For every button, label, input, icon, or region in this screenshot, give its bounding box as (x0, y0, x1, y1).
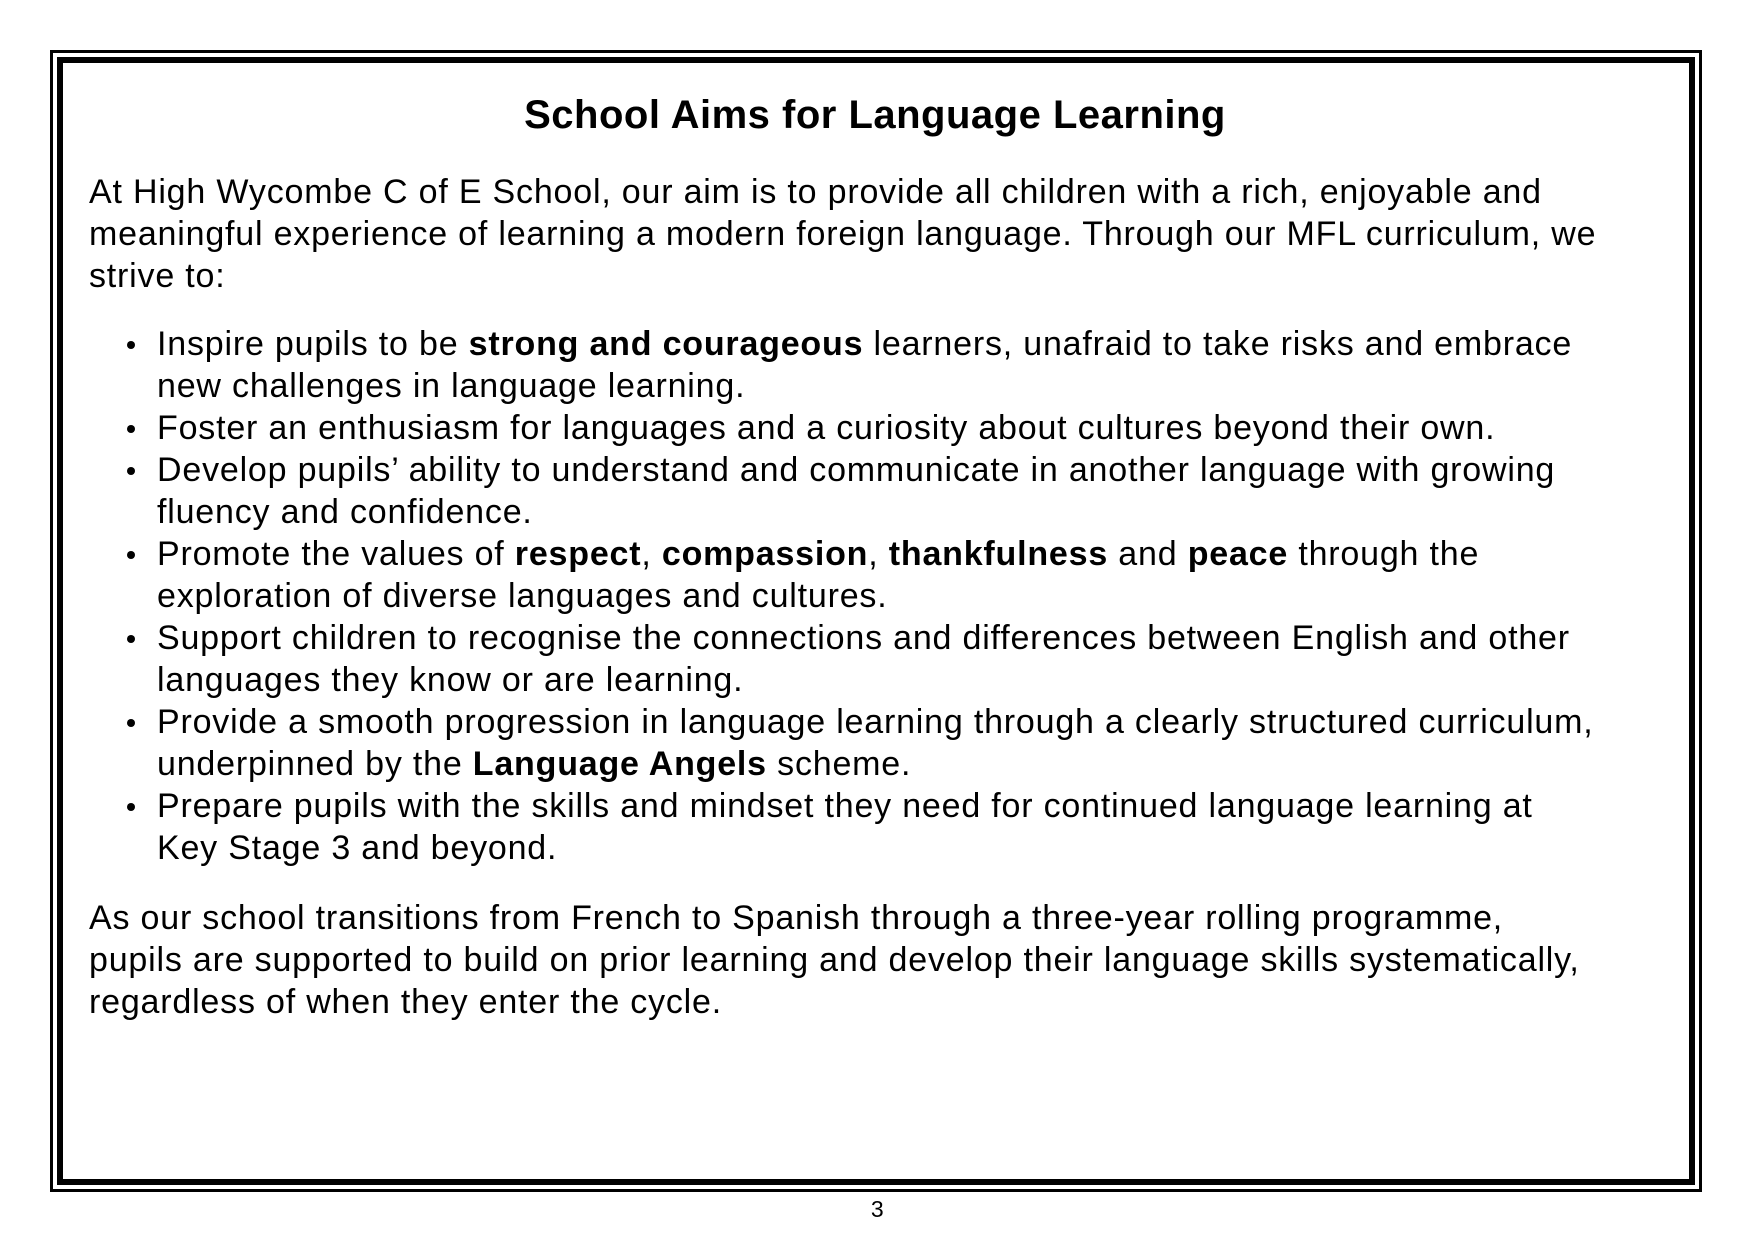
list-item (89, 701, 1599, 785)
closing-paragraph: As our school transitions from French to Spanish through a three-year rolling programme, pupils are supported to build on prior learning and develop their language skills systematically, regardless of when they enter the cycle. (89, 899, 1580, 1021)
text-segment: Develop pupils’ ability to understand and communicate in another language with growing fluency and confidence. (157, 451, 1556, 531)
bold-text-segment: compassion (661, 535, 869, 573)
text-segment: and (1108, 535, 1188, 573)
list-item (89, 407, 1599, 449)
list-item (89, 533, 1599, 617)
list-item (89, 785, 1599, 869)
bold-text-segment: respect (514, 535, 642, 573)
bold-text-segment: thankfulness (888, 535, 1109, 573)
text-segment: Prepare pupils with the skills and mindset they need for continued language learning at Key Stage 3 and beyond. (157, 787, 1533, 867)
list-item (89, 449, 1599, 533)
list-item (89, 323, 1599, 407)
list-item (89, 617, 1599, 701)
text-segment: Foster an enthusiasm for languages and a curiosity about cultures beyond their own. (157, 409, 1496, 447)
bold-text-segment: peace (1187, 535, 1289, 573)
text-segment: learners, unafraid to take risks and embrace new challenges in language learning. (157, 325, 1573, 405)
text-segment: , (641, 535, 662, 573)
page-number: 3 (870, 1196, 885, 1222)
bold-text-segment: strong and courageous (468, 325, 864, 363)
text-segment: Promote the values of (157, 535, 515, 573)
intro-paragraph: At High Wycombe C of E School, our aim is to provide all children with a rich, enjoyable and meaningful experience of learning a modern foreign language. Through our MFL curriculum, we strive to: (89, 173, 1597, 295)
inner-border-frame (57, 57, 1695, 1185)
text-segment: Provide a smooth progression in language learning through a clearly structured curriculum, underpinned by the (157, 703, 1594, 783)
bold-text-segment: Language Angels (472, 745, 767, 783)
text-segment: scheme. (766, 745, 912, 783)
text-segment: through the exploration of diverse languages and cultures. (157, 535, 1480, 615)
text-segment: Support children to recognise the connections and differences between English and other languages they know or are learning. (157, 619, 1570, 699)
aims-list (89, 323, 1599, 869)
border-frame (50, 50, 1702, 1192)
text-segment: Inspire pupils to be (157, 325, 469, 363)
text-segment: , (868, 535, 889, 573)
page-title: School Aims for Language Learning (524, 93, 1226, 137)
